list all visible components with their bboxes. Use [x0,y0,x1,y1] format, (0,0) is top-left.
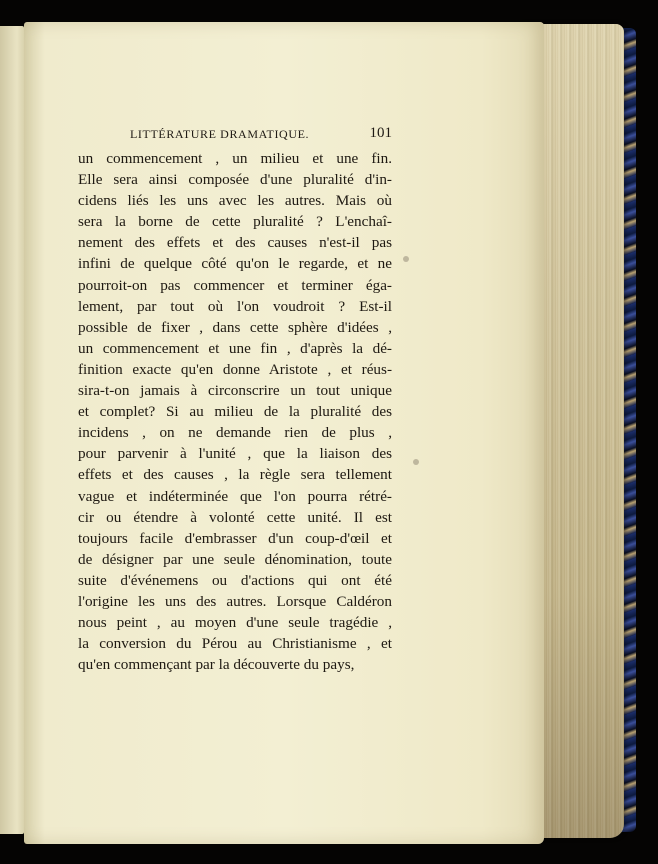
text-line: l'origine les uns des autres. Lorsque Caldéron [78,592,392,610]
left-page-edge [0,26,24,834]
paper-spot [413,459,419,465]
text-line: pourroit-on pas commencer et terminer éga- [78,276,392,294]
page-number: 101 [369,125,392,141]
text-line: vague et indéterminée que l'on pourra rétré- [78,487,392,505]
text-line: nement des effets et des causes n'est-il pas [78,234,392,252]
text-line: incidens , on ne demande rien de plus , [78,424,392,442]
text-line: Elle sera ainsi composée d'une pluralité d'in- [78,171,392,189]
text-line: finition exacte qu'en donne Aristote , et réus- [78,360,392,378]
running-title: LITTÉRATURE DRAMATIQUE. [130,127,310,141]
text-line: de désigner par une seule dénomination, toute [78,550,392,568]
text-line: un commencement et une fin , d'après la dé- [78,339,392,357]
text-line: pour parvenir à l'unité , que la liaison des [78,445,392,463]
text-line: un commencement , un milieu et une fin. [78,150,392,167]
text-line: cir ou étendre à volonté cette unité. Il est [78,508,392,526]
text-line: qu'en commençant par la découverte du pays, [78,656,355,674]
text-line: infini de quelque côté qu'on le regarde, et ne [78,255,392,273]
text-line: cidens liés les uns avec les autres. Mais où [78,192,392,210]
body-text [78,148,392,675]
text-line: lement, par tout où l'on voudroit ? Est-il [78,297,392,315]
paper-spot [403,256,409,262]
text-line: effets et des causes , la règle sera tellement [78,466,392,484]
text-line: la conversion du Pérou au Christianisme , et [78,635,392,653]
text-line: toujours facile d'embrasser d'un coup-d'œil et [78,529,392,547]
text-line: et complet? Si au milieu de la pluralité des [78,403,392,421]
text-line: possible de fixer , dans cette sphère d'idées , [78,318,392,336]
text-line: sira-t-on jamais à circonscrire un tout unique [78,382,392,400]
text-line: nous peint , au moyen d'une seule tragédie , [78,614,392,632]
text-line: sera la borne de cette pluralité ? L'enchaî- [78,213,392,231]
page-header [130,127,392,145]
text-line: suite d'événemens ou d'actions qui ont été [78,571,392,589]
